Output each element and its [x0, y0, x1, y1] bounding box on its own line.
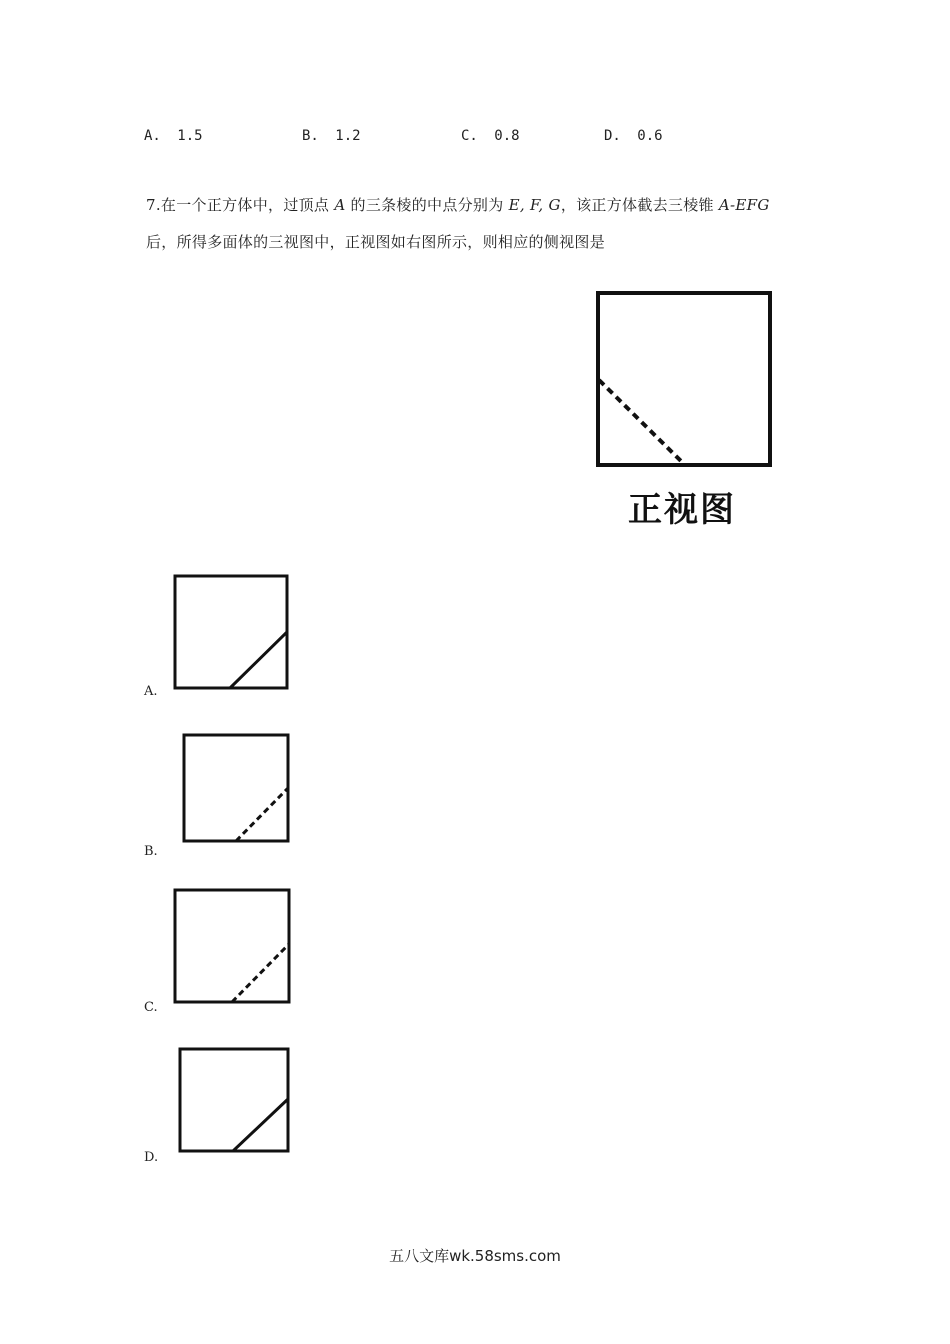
front-view-dashed-edge — [599, 380, 684, 464]
option-c-label: C. — [461, 128, 478, 144]
choice-d-square — [180, 1049, 288, 1151]
front-view-caption: 正视图 — [628, 490, 736, 530]
question-text-c: ，该正方体截去三棱锥 — [560, 196, 714, 214]
option-d — [604, 128, 663, 144]
question-line-1 — [146, 194, 770, 215]
option-d-value: 0.6 — [637, 128, 663, 144]
choice-a-square — [175, 576, 287, 688]
option-b-label: B. — [302, 128, 319, 144]
choice-a-label[interactable]: A. — [144, 684, 158, 699]
midpoints-label: E, F, G — [508, 196, 561, 214]
question-text-b: 的三条棱的中点分别为 — [350, 196, 504, 214]
choice-b-label[interactable]: B. — [144, 844, 158, 859]
option-d-label: D. — [604, 128, 621, 144]
choice-d-edge — [233, 1099, 288, 1151]
option-c-value: 0.8 — [494, 128, 520, 144]
option-a — [144, 128, 203, 144]
choice-b-diagram — [180, 730, 295, 845]
page-footer: 五八文库wk.58sms.com — [389, 1247, 561, 1265]
choice-b-dashed-edge — [236, 788, 288, 841]
choice-d-label[interactable]: D. — [144, 1150, 159, 1165]
choice-b-square — [184, 735, 288, 841]
option-a-value: 1.5 — [177, 128, 203, 144]
question-text-a: 在一个正方体中，过顶点 — [160, 196, 330, 214]
vertex-label: A — [334, 196, 346, 214]
choice-a-edge — [230, 632, 287, 688]
option-c — [461, 128, 520, 144]
question-line-2: 后，所得多面体的三视图中，正视图如右图所示，则相应的侧视图是 — [146, 233, 606, 251]
option-a-label: A. — [144, 128, 161, 144]
choice-c-diagram — [170, 884, 295, 1009]
pyramid-label: A-EFG — [718, 196, 770, 214]
choice-a-diagram — [170, 570, 295, 695]
option-b — [302, 128, 361, 144]
choice-c-square — [175, 890, 289, 1002]
choice-d-diagram — [175, 1043, 295, 1158]
option-b-value: 1.2 — [335, 128, 361, 144]
front-view-diagram — [590, 286, 780, 476]
choice-c-dashed-edge — [232, 944, 289, 1002]
front-view-square — [598, 293, 770, 465]
question-number: 7. — [146, 196, 161, 214]
choice-c-label[interactable]: C. — [144, 1000, 158, 1015]
